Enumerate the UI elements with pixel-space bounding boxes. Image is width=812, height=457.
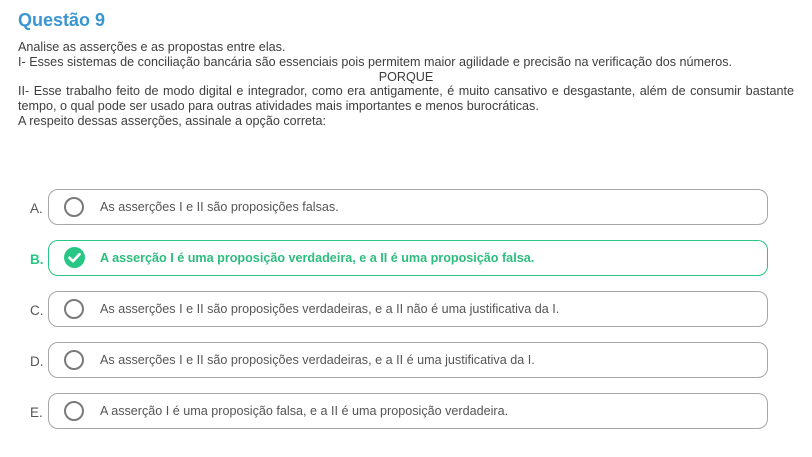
option-text: As asserções I e II são proposições verdadeiras, e a II é uma justificativa da I. xyxy=(100,353,535,367)
option-box[interactable] xyxy=(48,189,768,225)
option-text: As asserções I e II são proposições verdadeiras, e a II não é uma justificativa da I. xyxy=(100,302,560,316)
option-box[interactable] xyxy=(48,240,768,276)
radio-empty-icon[interactable] xyxy=(64,299,84,319)
assertion-2: II- Esse trabalho feito de modo digital e integrador, como era antigamente, é muito cansativo e desgastante, além de consumir bastante tempo, o qual pode ser usado para outras atividades mais importantes e menos burocráticas. xyxy=(18,84,794,114)
option-b[interactable] xyxy=(26,240,768,276)
option-box[interactable] xyxy=(48,342,768,378)
option-text: A asserção I é uma proposição falsa, e a II é uma proposição verdadeira. xyxy=(100,404,509,418)
option-letter: A. xyxy=(30,201,43,216)
check-circle-icon[interactable] xyxy=(64,247,85,268)
option-box[interactable] xyxy=(48,393,768,429)
question-statement xyxy=(18,40,794,129)
question-title: Questão 9 xyxy=(18,10,106,30)
radio-empty-icon[interactable] xyxy=(64,197,84,217)
option-letter: D. xyxy=(30,354,44,369)
option-d[interactable] xyxy=(26,342,768,378)
option-e[interactable] xyxy=(26,393,768,429)
option-c[interactable] xyxy=(26,291,768,327)
option-letter: E. xyxy=(30,405,43,420)
option-letter: B. xyxy=(30,252,44,267)
question-intro: Analise as asserções e as propostas entre elas. xyxy=(18,40,286,54)
question-prompt: A respeito dessas asserções, assinale a opção correta: xyxy=(18,113,327,128)
connector-text: PORQUE xyxy=(378,69,434,84)
assertion-1: I- Esses sistemas de conciliação bancária são essenciais pois permitem maior agilidade e precisão na verificação dos números. xyxy=(18,54,732,69)
option-text: A asserção I é uma proposição verdadeira, e a II é uma proposição falsa. xyxy=(100,251,535,265)
option-a[interactable] xyxy=(26,189,768,225)
option-box[interactable] xyxy=(48,291,768,327)
radio-empty-icon[interactable] xyxy=(64,350,84,370)
option-letter: C. xyxy=(30,303,44,318)
option-text: As asserções I e II são proposições falsas. xyxy=(100,200,339,214)
radio-empty-icon[interactable] xyxy=(64,401,84,421)
